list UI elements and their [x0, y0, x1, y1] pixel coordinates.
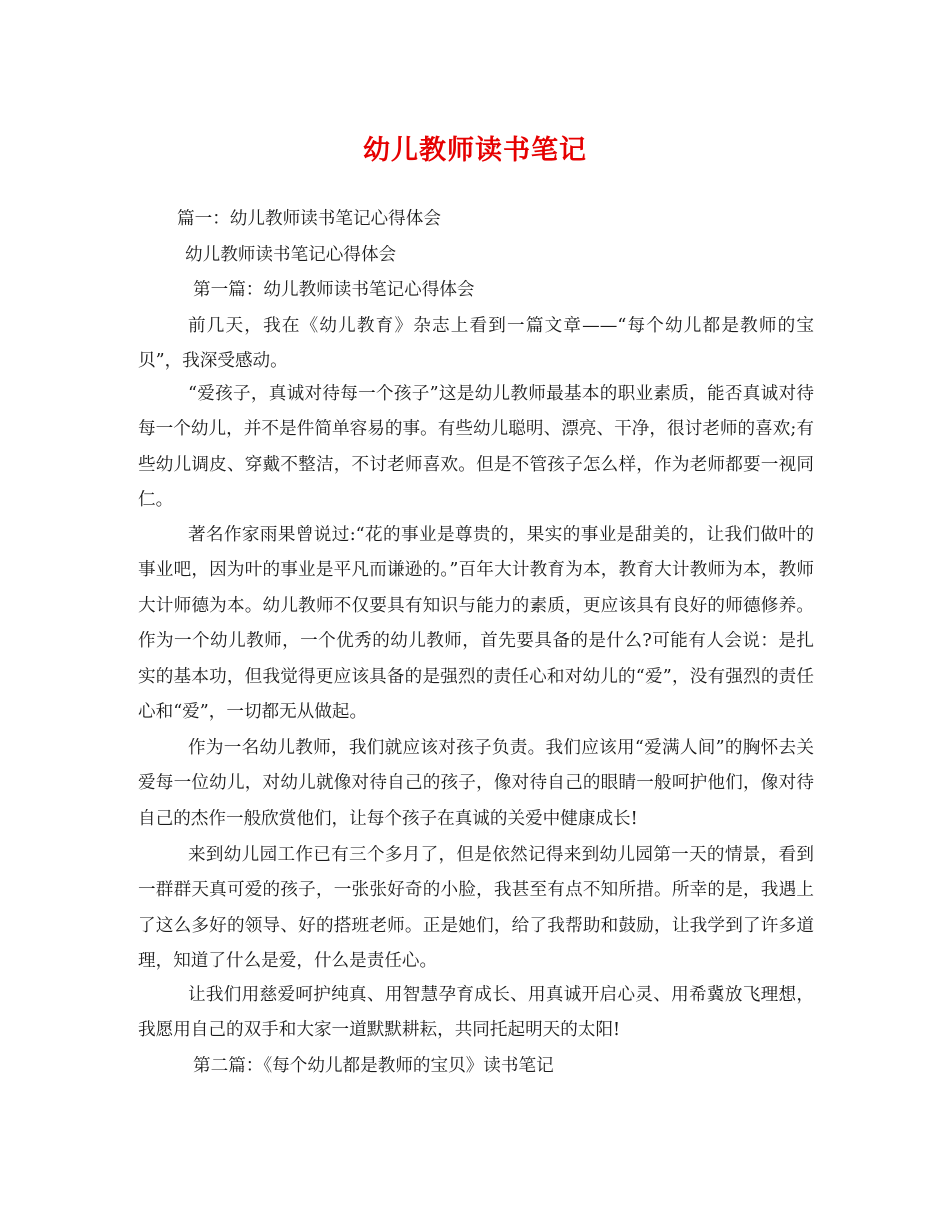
paragraph: “爱孩子，真诚对待每一个孩子”这是幼儿教师最基本的职业素质，能否真诚对待每一个幼儿，并不是件简单容易的事。有些幼儿聪明、漂亮、干净，很讨老师的喜欢;有些幼儿调皮、穿戴不整洁，不讨老师喜欢。但是不管孩子怎么样，作为老师都要一视同仁。 [138, 384, 814, 511]
article-heading-first: 第一篇：幼儿教师读书笔记心得体会 [193, 280, 475, 300]
paragraph: 作为一名幼儿教师，我们就应该对孩子负责。我们应该用“爱满人间”的胸怀去关爱每一位幼儿，对幼儿就像对待自己的孩子，像对待自己的眼睛一般呵护他们，像对待自己的杰作一般欣赏他们，让每个孩子在真诚的关爱中健康成长! [138, 738, 814, 829]
paragraph: 让我们用慈爱呵护纯真、用智慧孕育成长、用真诚开启心灵、用希冀放飞理想，我愿用自己的双手和大家一道默默耕耘，共同托起明天的太阳! [138, 985, 814, 1041]
section-subheading: 幼儿教师读书笔记心得体会 [185, 245, 397, 265]
document-title: 幼儿教师读书笔记 [363, 135, 587, 166]
paragraph: 前几天，我在《幼儿教育》杂志上看到一篇文章——“每个幼儿都是教师的宝贝”，我深受感动。 [138, 316, 814, 372]
article-heading-second: 第二篇：《每个幼儿都是教师的宝贝》读书笔记 [193, 1056, 554, 1076]
section-heading-part-one: 篇一：幼儿教师读书笔记心得体会 [177, 209, 441, 229]
paragraph: 来到幼儿园工作已有三个多月了，但是依然记得来到幼儿园第一天的情景，看到一群群天真可爱的孩子，一张张好奇的小脸，我甚至有点不知所措。所幸的是，我遇上了这么多好的领导、好的搭班老师。正是她们，给了我帮助和鼓励，让我学到了许多道理，知道了什么是爱，什么是责任心。 [138, 845, 814, 972]
paragraph: 著名作家雨果曾说过:“花的事业是尊贵的，果实的事业是甜美的，让我们做叶的事业吧，因为叶的事业是平凡而谦逊的。”百年大计教育为本，教育大计教师为本，教师大计师德为本。幼儿教师不仅要具有知识与能力的素质，更应该具有良好的师德修养。作为一个幼儿教师，一个优秀的幼儿教师，首先要具备的是什么?可能有人会说：是扎实的基本功，但我觉得更应该具备的是强烈的责任心和对幼儿的“爱”，没有强烈的责任心和“爱”，一切都无从做起。 [138, 525, 814, 723]
